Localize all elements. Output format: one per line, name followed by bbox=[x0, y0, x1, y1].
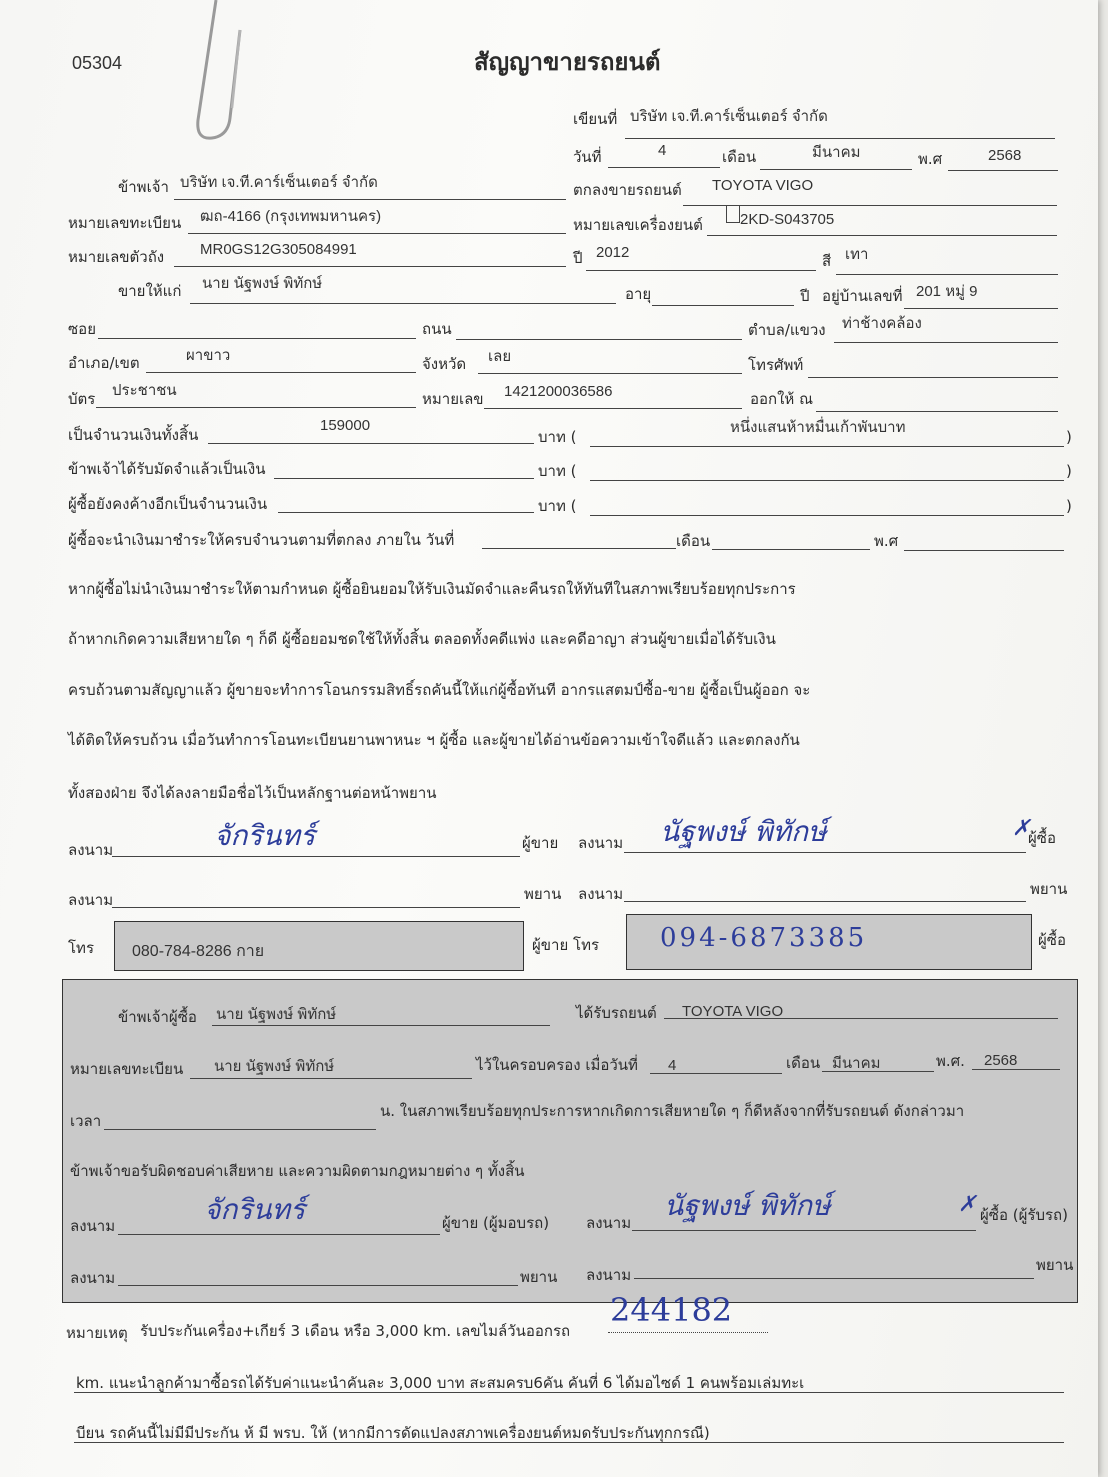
due-date-label: ผู้ซื้อจะนำเงินมาชำระให้ครบจำนวนตามที่ตกลง ภายใน วันที่ bbox=[68, 531, 455, 549]
remarks-label: หมายเหตุ bbox=[66, 1324, 128, 1342]
seller-signature: จักรินทร์ bbox=[214, 819, 316, 852]
seller-role-label: ผู้ขาย bbox=[522, 834, 559, 852]
receipt-buyer-label: ข้าพเจ้าผู้ซื้อ bbox=[118, 1008, 197, 1026]
receipt-year: 2568 bbox=[984, 1052, 1018, 1069]
witness1-sign-label: ลงนาม bbox=[68, 891, 114, 909]
receipt-buyer-role: ผู้ซื้อ (ผู้รับรถ) bbox=[980, 1206, 1068, 1224]
total-baht-label: บาท ( bbox=[538, 428, 577, 446]
receipt-seller-role: ผู้ขาย (ผู้มอบรถ) bbox=[442, 1214, 550, 1232]
seller-sign-label: ลงนาม bbox=[68, 841, 114, 859]
color-value: เทา bbox=[845, 246, 869, 263]
month-label: เดือน bbox=[722, 148, 757, 166]
terms-line-1: หากผู้ซื้อไม่นำเงินมาชำระให้ตามกำหนด ผู้ซื้อยินยอมให้รับเงินมัดจำและคืนรถให้ทันทีในสภาพเรียบร้อยทุกประการ bbox=[68, 580, 796, 598]
receipt-section bbox=[62, 979, 1078, 1303]
mileage-value: 244182 bbox=[610, 1291, 733, 1329]
phone-label-left: โทร bbox=[68, 939, 95, 957]
remarks-line-1: รับประกันเครื่อง+เกียร์ 3 เดือน หรือ 3,000 km. เลขไมล์วันออกรถ bbox=[140, 1322, 571, 1340]
buyer-phone: 094-6873385 bbox=[660, 923, 868, 953]
color-label: สี bbox=[822, 252, 832, 270]
deposit-close-paren: ) bbox=[1066, 462, 1072, 480]
receipt-seller-signature: จักรินทร์ bbox=[204, 1193, 306, 1226]
witness1-role-label: พยาน bbox=[524, 885, 562, 903]
checkbox-icon bbox=[726, 205, 740, 223]
card-label: บัตร bbox=[68, 390, 96, 408]
car-year-value: 2012 bbox=[596, 244, 630, 261]
receipt-month-label: เดือน bbox=[786, 1054, 821, 1072]
terms-line-4: ได้ติดให้ครบถ้วน เมื่อวันทำการโอนทะเบียนยานพาหนะ ฯ ผู้ซื้อ และผู้ขายได้อ่านข้อความเข้าใจดีแล้ว และตกลงกัน bbox=[68, 731, 800, 749]
terms-line-5: ทั้งสองฝ่าย จึงได้ลงลายมือชื่อไว้เป็นหลักฐานต่อหน้าพยาน bbox=[68, 784, 437, 802]
seller-phone: 080-784-8286 กาย bbox=[132, 943, 265, 960]
address-label: อยู่บ้านเลขที่ bbox=[822, 287, 903, 305]
time-label: เวลา bbox=[70, 1112, 102, 1130]
terms-line-2: ถ้าหากเกิดความเสียหายใด ๆ ก็ดี ผู้ซื้อยอมชดใช้ให้ทั้งสิ้น ตลอดทั้งคดีแพ่ง และคดีอาญา ส่วนผู้ขายเมื่อได้รับเงิน bbox=[68, 630, 776, 648]
received-car-value: TOYOTA VIGO bbox=[682, 1003, 784, 1020]
date-day: 4 bbox=[658, 142, 667, 159]
seller-phone-label: ผู้ขาย โทร bbox=[532, 936, 600, 954]
buyer-role-label: ผู้ซื้อ bbox=[1028, 829, 1056, 847]
seller-label: ข้าพเจ้า bbox=[118, 178, 169, 196]
registration-label: หมายเลขทะเบียน bbox=[68, 214, 182, 232]
condition-text: น. ในสภาพเรียบร้อยทุกประการหากเกิดการเสียหายใด ๆ ก็ดีหลังจากที่รับรถยนต์ ดังกล่าวมา bbox=[380, 1102, 965, 1120]
receipt-month: มีนาคม bbox=[832, 1055, 881, 1072]
remarks-line-3: บียน รถคันนี้ไม่มีมีประกัน ห้ มี พรบ. ให้ (หากมีการดัดแปลงสภาพเครื่องยนต์หมดรับประกันทุกกรณี) bbox=[76, 1424, 710, 1442]
buyer-sign-label: ลงนาม bbox=[578, 834, 624, 852]
district-value: ผาขาว bbox=[186, 347, 231, 364]
deposit-baht-label: บาท ( bbox=[538, 462, 577, 480]
page-title: สัญญาขายรถยนต์ bbox=[474, 48, 661, 76]
due-year-label: พ.ศ bbox=[874, 532, 899, 550]
receipt-buyer-sign-label: ลงนาม bbox=[586, 1214, 632, 1232]
car-year-label: ปี bbox=[573, 249, 583, 267]
paperclip-icon bbox=[188, 0, 258, 150]
deposit-label: ข้าพเจ้าได้รับมัดจำแล้วเป็นเงิน bbox=[68, 460, 266, 478]
buyer-signature: นัฐพงษ์ พิทักษ์ bbox=[660, 815, 827, 848]
subdistrict-label: ตำบล/แขวง bbox=[748, 321, 826, 339]
possession-label: ไว้ในครอบครอง เมื่อวันที่ bbox=[476, 1056, 638, 1074]
total-in-words: หนึ่งแสนห้าหมื่นเก้าพันบาท bbox=[730, 419, 906, 436]
engine-label: หมายเลขเครื่องยนต์ bbox=[573, 216, 703, 234]
card-number-label: หมายเลข bbox=[422, 390, 484, 408]
date-month: มีนาคม bbox=[812, 144, 861, 161]
district-label: อำเภอ/เขต bbox=[68, 354, 140, 372]
receipt-reg-value: นาย นัฐพงษ์ พิทักษ์ bbox=[214, 1058, 335, 1075]
remaining-close-paren: ) bbox=[1066, 497, 1072, 515]
road-label: ถนน bbox=[422, 320, 452, 338]
buyer-name: นาย นัฐพงษ์ พิทักษ์ bbox=[202, 275, 323, 292]
date-year: 2568 bbox=[988, 147, 1022, 164]
total-amount: 159000 bbox=[320, 417, 371, 434]
age-label: อายุ bbox=[625, 285, 652, 303]
written-at-value: บริษัท เจ.ที.คาร์เซ็นเตอร์ จำกัด bbox=[630, 108, 828, 125]
written-at-label: เขียนที่ bbox=[573, 110, 618, 128]
due-month-label: เดือน bbox=[676, 532, 711, 550]
car-model: TOYOTA VIGO bbox=[712, 177, 814, 194]
subdistrict-value: ท่าช้างคล้อง bbox=[842, 315, 922, 332]
receipt-witness1-role: พยาน bbox=[520, 1268, 558, 1286]
registration-value: ฒถ-4166 (กรุงเทพมหานคร) bbox=[200, 208, 382, 225]
receipt-buyer-name: นาย นัฐพงษ์ พิทักษ์ bbox=[216, 1006, 337, 1023]
buyer-phone-role: ผู้ซื้อ bbox=[1038, 931, 1066, 949]
receipt-year-label: พ.ศ. bbox=[936, 1052, 965, 1070]
sell-to-label: ขายให้แก่ bbox=[118, 282, 182, 300]
buyer-x-mark: ✗ bbox=[1012, 816, 1031, 841]
province-value: เลย bbox=[488, 348, 512, 365]
chassis-label: หมายเลขตัวถัง bbox=[68, 248, 165, 266]
receipt-seller-sign-label: ลงนาม bbox=[70, 1217, 116, 1235]
witness2-role-label: พยาน bbox=[1030, 880, 1068, 898]
receipt-witness2-sign-label: ลงนาม bbox=[586, 1266, 632, 1284]
receipt-reg-label: หมายเลขทะเบียน bbox=[70, 1060, 184, 1078]
engine-value: 2KD-S043705 bbox=[740, 211, 835, 228]
phone-label: โทรศัพท์ bbox=[748, 356, 804, 374]
remaining-baht-label: บาท ( bbox=[538, 497, 577, 515]
card-number-value: 1421200036586 bbox=[504, 383, 613, 400]
total-label: เป็นจำนวนเงินทั้งสิ้น bbox=[68, 426, 199, 444]
receipt-witness2-role: พยาน bbox=[1036, 1256, 1074, 1274]
witness2-sign-label: ลงนาม bbox=[578, 885, 624, 903]
receipt-buyer-x-mark: ✗ bbox=[958, 1192, 977, 1217]
receipt-buyer-signature: นัฐพงษ์ พิทักษ์ bbox=[664, 1189, 831, 1222]
remaining-label: ผู้ซื้อยังคงค้างอีกเป็นจำนวนเงิน bbox=[68, 495, 268, 513]
responsibility-text: ข้าพเจ้าขอรับผิดชอบค่าเสียหาย และความผิดตามกฎหมายต่าง ๆ ทั้งสิ้น bbox=[70, 1162, 525, 1180]
province-label: จังหวัด bbox=[422, 355, 467, 373]
receipt-day: 4 bbox=[668, 1057, 677, 1074]
total-close-paren: ) bbox=[1066, 428, 1072, 446]
received-car-label: ได้รับรถยนต์ bbox=[576, 1004, 657, 1022]
receipt-witness1-sign-label: ลงนาม bbox=[70, 1269, 116, 1287]
remarks-line-2: km. แนะนำลูกค้ามาซื้อรถได้รับค่าแนะนำคันละ 3,000 บาท สะสมครบ6คัน คันที่ 6 ได้มอไซด์ 1 คนพร้อมเล่มทะเ bbox=[76, 1374, 805, 1392]
issued-at-label: ออกให้ ณ bbox=[750, 390, 813, 408]
soi-label: ซอย bbox=[68, 320, 96, 338]
date-label: วันที่ bbox=[573, 148, 602, 166]
address-value: 201 หมู่ 9 bbox=[916, 283, 978, 300]
seller-value: บริษัท เจ.ที.คาร์เซ็นเตอร์ จำกัด bbox=[180, 174, 378, 191]
terms-line-3: ครบถ้วนตามสัญญาแล้ว ผู้ขายจะทำการโอนกรรมสิทธิ์รถคันนี้ให้แก่ผู้ซื้อทันที อากรแสตมป์ซื้อ-ขาย ผู้ซื้อเป็นผู้ออก จะ bbox=[68, 681, 811, 699]
document-number: 05304 bbox=[72, 53, 123, 73]
chassis-value: MR0GS12G305084991 bbox=[200, 241, 357, 258]
agree-sell-label: ตกลงขายรถยนต์ bbox=[573, 181, 682, 199]
age-unit: ปี bbox=[800, 287, 810, 305]
year-label: พ.ศ bbox=[918, 150, 943, 168]
card-value: ประชาชน bbox=[112, 382, 177, 399]
